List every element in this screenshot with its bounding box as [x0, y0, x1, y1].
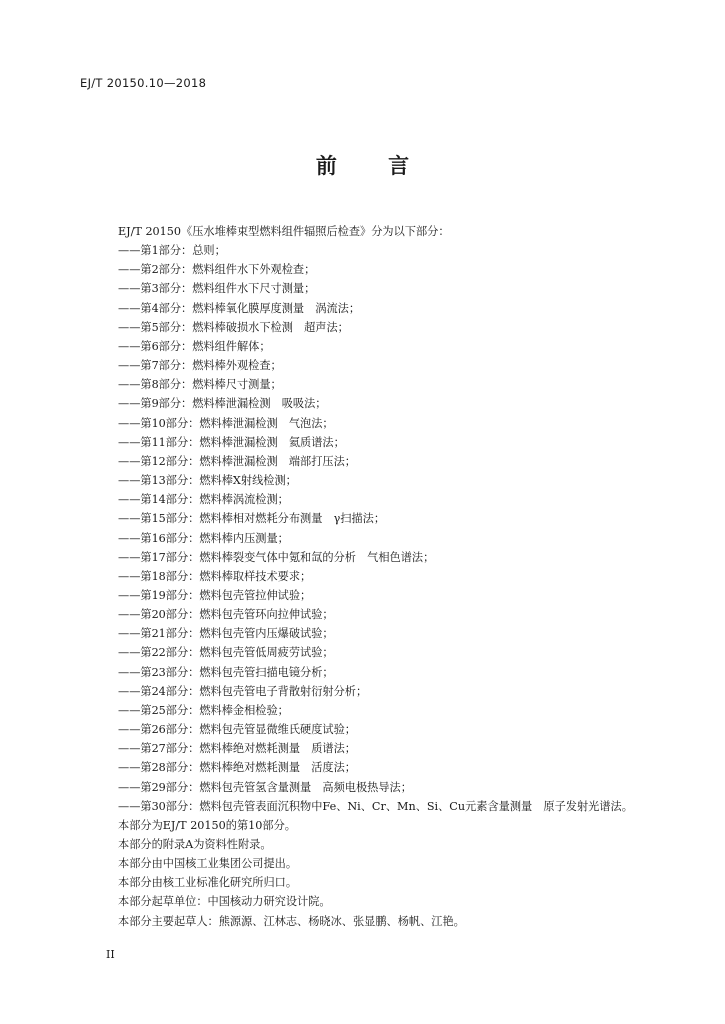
part-item: ——第4部分：燃料棒氧化膜厚度测量 涡流法；	[118, 301, 361, 315]
part-item: ——第29部分：燃料包壳管氢含量测量 高频电极热导法；	[118, 780, 412, 794]
part-item: ——第2部分：燃料组件水下外观检查；	[118, 263, 316, 277]
part-item: ——第6部分：燃料组件解体；	[118, 339, 271, 353]
part-item: ——第20部分：燃料包壳管环向拉伸试验；	[118, 608, 334, 622]
part-item: ——第16部分：燃料棒内压测量；	[118, 531, 289, 545]
statement-line: 本部分由中国核工业集团公司提出。	[118, 857, 298, 871]
statement-line: 本部分主要起草人：熊源源、江林志、杨晓冰、张显鹏、杨帆、江艳。	[118, 914, 465, 928]
part-item: ——第21部分：燃料包壳管内压爆破试验；	[118, 627, 334, 641]
intro-line: EJ/T 20150《压水堆棒束型燃料组件辐照后检查》分为以下部分：	[118, 225, 450, 238]
part-item: ——第11部分：燃料棒泄漏检测 氦质谱法；	[118, 435, 345, 449]
foreword-body	[118, 222, 718, 931]
part-item: ——第23部分：燃料包壳管扫描电镜分析；	[118, 665, 334, 679]
part-item: ——第3部分：燃料组件水下尺寸测量；	[118, 282, 316, 296]
part-item: ——第8部分：燃料棒尺寸测量；	[118, 378, 282, 392]
part-item: ——第13部分：燃料棒X射线检测；	[118, 474, 297, 488]
parts-list	[118, 241, 718, 816]
part-item: ——第24部分：燃料包壳管电子背散射衍射分析；	[118, 684, 368, 698]
page-number: II	[106, 948, 115, 961]
part-item: ——第30部分：燃料包壳管表面沉积物中Fe、Ni、Cr、Mn、Si、Cu元素含量测量 原子发射光谱法。	[118, 799, 633, 813]
page-title: 前 言	[315, 154, 432, 178]
document-number: EJ/T 20150.10—2018	[80, 76, 207, 90]
part-item: ——第1部分：总则；	[118, 244, 226, 258]
part-item: ——第5部分：燃料棒破损水下检测 超声法；	[118, 320, 349, 334]
part-item: ——第26部分：燃料包壳管显微维氏硬度试验；	[118, 723, 356, 737]
part-item: ——第18部分：燃料棒取样技术要求；	[118, 569, 312, 583]
part-item: ——第7部分：燃料棒外观检查；	[118, 359, 282, 373]
part-item: ——第22部分：燃料包壳管低周疲劳试验；	[118, 646, 334, 660]
part-item: ——第17部分：燃料棒裂变气体中氪和氙的分析 气相色谱法；	[118, 550, 435, 564]
part-item: ——第9部分：燃料棒泄漏检测 吸吸法；	[118, 397, 327, 411]
statement-line: 本部分起草单位：中国核动力研究设计院。	[118, 895, 331, 909]
part-item: ——第28部分：燃料棒绝对燃耗测量 活度法；	[118, 761, 356, 775]
part-item: ——第15部分：燃料棒相对燃耗分布测量 γ扫描法；	[118, 512, 386, 526]
part-item: ——第12部分：燃料棒泄漏检测 端部打压法；	[118, 454, 356, 468]
part-item: ——第25部分：燃料棒金相检验；	[118, 703, 289, 717]
statement-line: 本部分为EJ/T 20150的第10部分。	[118, 818, 296, 832]
statements-list	[118, 816, 718, 931]
part-item: ——第27部分：燃料棒绝对燃耗测量 质谱法；	[118, 742, 356, 756]
part-item: ——第19部分：燃料包壳管拉伸试验；	[118, 588, 312, 602]
part-item: ——第10部分：燃料棒泄漏检测 气泡法；	[118, 416, 334, 430]
statement-line: 本部分的附录A为资料性附录。	[118, 838, 272, 851]
part-item: ——第14部分：燃料棒涡流检测；	[118, 493, 289, 507]
statement-line: 本部分由核工业标准化研究所归口。	[118, 876, 298, 890]
